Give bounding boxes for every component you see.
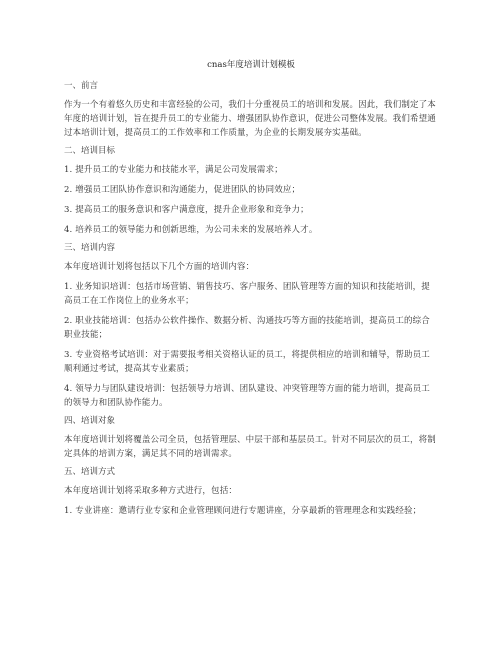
paragraph: 本年度培训计划将采取多种方式进行，包括： bbox=[64, 486, 238, 496]
goals-list bbox=[64, 163, 438, 237]
list-item: 1. 专业讲座：邀请行业专家和企业管理顾问进行专题讲座，分享最新的管理理念和实践经验； bbox=[64, 506, 422, 516]
list-item: 2. 职业技能培训：包括办公软件操作、数据分析、沟通技巧等方面的技能培训，提高员工的综合职业技能； bbox=[64, 316, 430, 340]
list-item: 1. 提升员工的专业能力和技能水平，满足公司发展需求； bbox=[64, 165, 283, 175]
paragraph: 作为一个有着悠久历史和丰富经验的公司，我们十分重视员工的培训和发展。因此，我们制定了本年度的培训计划，旨在提升员工的专业能力、增强团队协作意识，促进公司整体发展。我们希望通过本培训计划，提高员工的工作效率和工作质量，为企业的长期发展夯实基础。 bbox=[64, 100, 436, 138]
section-preface bbox=[64, 81, 438, 140]
section-heading: 四、培训对象 bbox=[64, 416, 116, 426]
list-item: 4. 培养员工的领导能力和创新思维，为公司未来的发展培养人才。 bbox=[64, 225, 318, 235]
list-item: 1. 业务知识培训：包括市场营销、销售技巧、客户服务、团队管理等方面的知识和技能培训，提高员工在工作岗位上的业务水平； bbox=[64, 282, 430, 306]
list-item: 3. 提高员工的服务意识和客户满意度，提升企业形象和竞争力； bbox=[64, 205, 309, 215]
list-item: 3. 专业资格考试培训：对于需要报考相关资格认证的员工，将提供相应的培训和辅导，帮助员工顺利通过考试，提高其专业素质； bbox=[64, 350, 430, 374]
paragraph: 本年度培训计划将包括以下几个方面的培训内容： bbox=[64, 262, 255, 272]
section-content bbox=[64, 243, 438, 410]
section-methods bbox=[64, 467, 438, 518]
section-heading: 二、培训目标 bbox=[64, 146, 116, 156]
section-heading: 一、前言 bbox=[64, 81, 99, 91]
content-list bbox=[64, 280, 438, 410]
section-heading: 五、培训方式 bbox=[64, 467, 116, 477]
paragraph: 本年度培训计划将覆盖公司全员，包括管理层、中层干部和基层员工。针对不同层次的员工，将制定具体的培训方案，满足其不同的培训需求。 bbox=[64, 435, 436, 459]
document-title: cnas年度培训计划模板 bbox=[207, 60, 295, 70]
list-item: 4. 领导力与团队建设培训：包括领导力培训、团队建设、冲突管理等方面的能力培训，提高员工的领导力和团队协作能力。 bbox=[64, 384, 430, 408]
section-audience bbox=[64, 416, 438, 461]
section-heading: 三、培训内容 bbox=[64, 243, 116, 253]
list-item: 2. 增强员工团队协作意识和沟通能力，促进团队的协同效应； bbox=[64, 185, 301, 195]
section-goals bbox=[64, 146, 438, 237]
methods-list bbox=[64, 504, 438, 518]
